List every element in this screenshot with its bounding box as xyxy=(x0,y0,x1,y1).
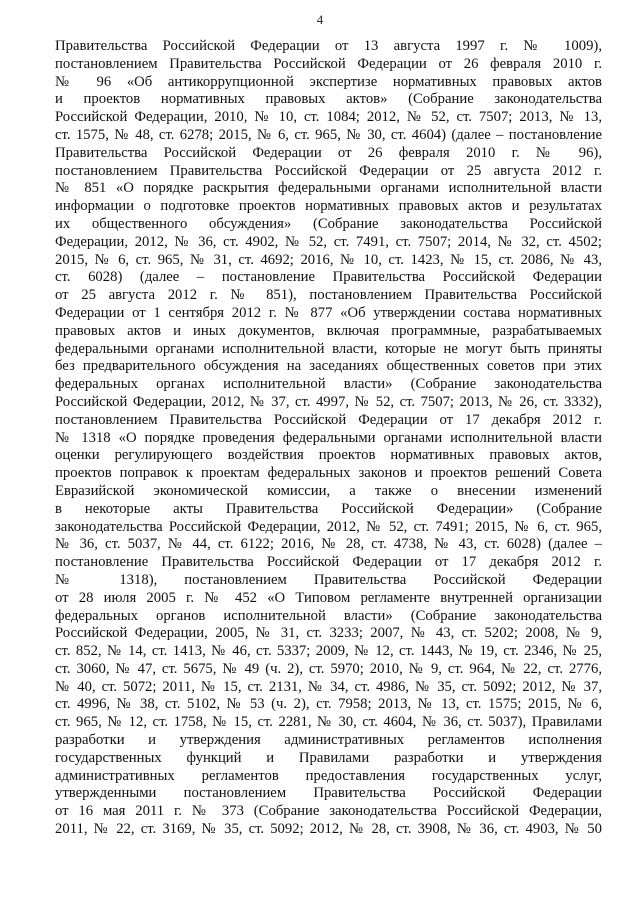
text-line: проектов поправок к проектам федеральных законов и проектов решений Совета xyxy=(55,465,602,482)
text-line: Евразийской экономической комиссии, а также о внесении изменений xyxy=(55,482,602,499)
text-line: от 28 июля 2005 г. № 452 «О Типовом регламенте внутренней организации xyxy=(55,589,602,606)
text-line: правовых актов и иных документов, включая программные, разрабатываемых xyxy=(55,322,602,339)
text-line: постановлением Правительства Российской Федерации от 25 августа 2012 г. xyxy=(55,162,602,179)
text-line: ст. 6028) (далее – постановление Правительства Российской Федерации xyxy=(55,269,602,286)
text-line: постановлением Правительства Российской Федерации от 26 февраля 2010 г. xyxy=(55,55,602,72)
text-line: Российской Федерации, 2012, № 37, ст. 4997, № 52, ст. 7507; 2013, № 26, ст. 3332), xyxy=(55,393,602,410)
text-line: административных регламентов предоставления государственных услуг, xyxy=(55,767,602,784)
text-line: ст. 3060, № 47, ст. 5675, № 49 (ч. 2), ст. 5970; 2010, № 9, ст. 964, № 22, ст. 2776, xyxy=(55,660,602,677)
text-line: Российской Федерации, 2005, № 31, ст. 3233; 2007, № 43, ст. 5202; 2008, № 9, xyxy=(55,625,602,642)
text-line: № 1318), постановлением Правительства Российской Федерации xyxy=(55,571,602,588)
text-line: без предварительного обсуждения на заседаниях общественных советов при этих xyxy=(55,358,602,375)
text-line: от 25 августа 2012 г. № 851), постановлением Правительства Российской xyxy=(55,287,602,304)
text-line: Федерации от 1 сентября 2012 г. № 877 «Об утверждении состава нормативных xyxy=(55,304,602,321)
text-line: 2015, № 6, ст. 965, № 31, ст. 4692; 2016, № 10, ст. 1423, № 15, ст. 2086, № 43, xyxy=(55,251,602,268)
text-line: от 16 мая 2011 г. № 373 (Собрание законодательства Российской Федерации, xyxy=(55,803,602,820)
text-line: разработки и утверждения административных регламентов исполнения xyxy=(55,732,602,749)
body-text xyxy=(55,38,602,839)
text-line: информации о подготовке проектов нормативных правовых актов и результатах xyxy=(55,198,602,215)
text-line: федеральных органов исполнительной власти» (Собрание законодательства xyxy=(55,607,602,624)
text-line: № 1318 «О порядке проведения федеральными органами исполнительной власти xyxy=(55,429,602,446)
text-line: федеральных органах исполнительной власти» (Собрание законодательства xyxy=(55,376,602,393)
text-line: Правительства Российской Федерации от 13 августа 1997 г. № 1009), xyxy=(55,38,602,54)
text-line: в некоторые акты Правительства Российской Федерации» (Собрание xyxy=(55,500,602,517)
text-line: № 40, ст. 5072; 2011, № 15, ст. 2131, № 34, ст. 4986, № 35, ст. 5092; 2012, № 37, xyxy=(55,678,602,695)
text-line: № 96 «Об антикоррупционной экспертизе нормативных правовых актов xyxy=(55,73,602,90)
text-line: постановлением Правительства Российской Федерации от 17 декабря 2012 г. xyxy=(55,411,602,428)
text-line: ст. 852, № 14, ст. 1413, № 46, ст. 5337; 2009, № 12, ст. 1443, № 19, ст. 2346, № 25, xyxy=(55,643,602,660)
text-line: Правительства Российской Федерации от 26 февраля 2010 г. № 96), xyxy=(55,144,602,161)
text-line: и проектов нормативных правовых актов» (Собрание законодательства xyxy=(55,91,602,108)
text-line: законодательства Российской Федерации, 2012, № 52, ст. 7491; 2015, № 6, ст. 965, xyxy=(55,518,602,535)
page-number: 4 xyxy=(316,12,324,27)
text-line: № 851 «О порядке раскрытия федеральными органами исполнительной власти xyxy=(55,180,602,197)
text-line: Федерации, 2012, № 36, ст. 4902, № 52, ст. 7491, ст. 7507; 2014, № 32, ст. 4502; xyxy=(55,233,602,250)
text-line: государственных функций и Правилами разработки и утверждения xyxy=(55,749,602,766)
text-line: постановление Правительства Российской Федерации от 17 декабря 2012 г. xyxy=(55,554,602,571)
text-line: утвержденными постановлением Правительства Российской Федерации xyxy=(55,785,602,802)
text-line: 2011, № 22, ст. 3169, № 35, ст. 5092; 2012, № 28, ст. 3908, № 36, ст. 4903, № 50 xyxy=(55,821,602,838)
text-line: оценки регулирующего воздействия проектов нормативных правовых актов, xyxy=(55,447,602,464)
text-line: № 36, ст. 5037, № 44, ст. 6122; 2016, № 28, ст. 4738, № 43, ст. 6028) (далее – xyxy=(55,536,602,553)
text-line: ст. 1575, № 48, ст. 6278; 2015, № 6, ст. 965, № 30, ст. 4604) (далее – постановление xyxy=(55,126,602,143)
text-line: ст. 965, № 12, ст. 1758, № 15, ст. 2281, № 30, ст. 4604, № 36, ст. 5037), Правилами xyxy=(55,714,602,731)
text-line: Российской Федерации, 2010, № 10, ст. 1084; 2012, № 52, ст. 7507; 2013, № 13, xyxy=(55,109,602,126)
text-line: их общественного обсуждения» (Собрание законодательства Российской xyxy=(55,215,602,232)
text-line: ст. 4996, № 38, ст. 5102, № 53 (ч. 2), ст. 7958; 2013, № 13, ст. 1575; 2015, № 6, xyxy=(55,696,602,713)
text-line: федеральными органами исполнительной власти, которые не могут быть приняты xyxy=(55,340,602,357)
